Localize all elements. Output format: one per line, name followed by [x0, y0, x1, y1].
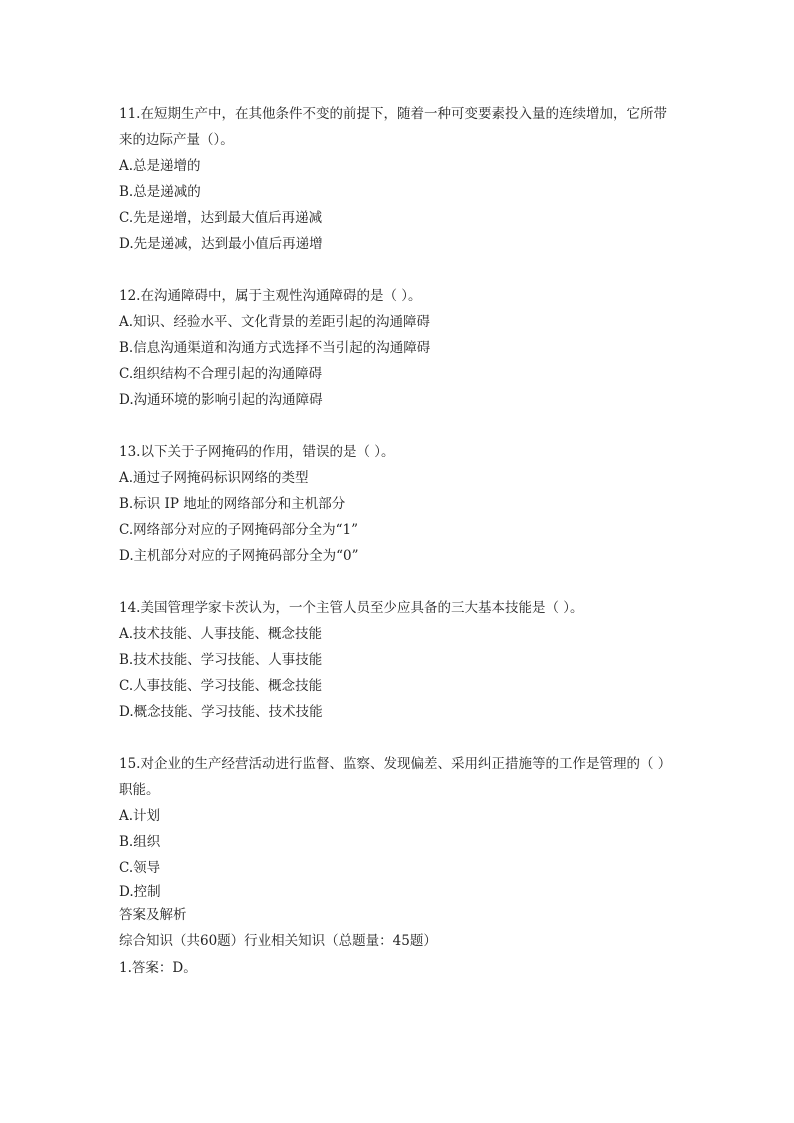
question-option-d: D.控制 [119, 884, 161, 900]
answers-heading: 答案及解析 [119, 907, 187, 923]
question-option-b: B.标识 IP 地址的网络部分和主机部分 [119, 496, 346, 512]
question-option-a: A.计划 [119, 808, 161, 824]
question-13 [119, 439, 679, 569]
question-stem: 12.在沟通障碍中，属于主观性沟通障碍的是（ ）。 [119, 288, 422, 304]
question-12 [119, 283, 679, 413]
question-11 [119, 101, 679, 257]
answer-item: 1.答案：D。 [119, 960, 197, 976]
question-option-a: A.总是递增的 [119, 158, 201, 174]
question-option-c: C.先是递增，达到最大值后再递减 [119, 210, 323, 226]
question-15 [119, 751, 679, 903]
question-option-a: A.技术技能、人事技能、概念技能 [119, 626, 323, 642]
question-option-d: D.先是递减，达到最小值后再递增 [119, 236, 323, 252]
document-content [119, 101, 679, 981]
question-option-c: C.领导 [119, 860, 161, 876]
question-14 [119, 595, 679, 725]
question-option-b: B.技术技能、学习技能、人事技能 [119, 652, 323, 668]
question-option-d: D.概念技能、学习技能、技术技能 [119, 704, 323, 720]
question-option-b: B.信息沟通渠道和沟通方式选择不当引起的沟通障碍 [119, 340, 431, 356]
question-stem: 14.美国管理学家卡茨认为，一个主管人员至少应具备的三大基本技能是（ ）。 [119, 600, 584, 616]
question-option-d: D.沟通环境的影响引起的沟通障碍 [119, 392, 323, 408]
question-option-c: C.人事技能、学习技能、概念技能 [119, 678, 323, 694]
answers-section [119, 903, 679, 981]
question-option-a: A.知识、经验水平、文化背景的差距引起的沟通障碍 [119, 314, 431, 330]
question-stem: 13.以下关于子网掩码的作用，错误的是（ ）。 [119, 444, 395, 460]
question-option-d: D.主机部分对应的子网掩码部分全为“0” [119, 548, 359, 564]
question-stem: 15.对企业的生产经营活动进行监督、监察、发现偏差、采用纠正措施等的工作是管理的（ ）职能。 [119, 756, 672, 798]
answers-subheading: 综合知识（共60题）行业相关知识（总题量：45题） [119, 933, 437, 949]
question-option-b: B.总是递减的 [119, 184, 201, 200]
question-option-c: C.组织结构不合理引起的沟通障碍 [119, 366, 323, 382]
question-option-c: C.网络部分对应的子网掩码部分全为“1” [119, 522, 359, 538]
question-option-b: B.组织 [119, 834, 161, 850]
question-option-a: A.通过子网掩码标识网络的类型 [119, 470, 309, 486]
question-stem: 11.在短期生产中，在其他条件不变的前提下，随着一种可变要素投入量的连续增加，它所带来的边际产量（）。 [119, 106, 667, 148]
